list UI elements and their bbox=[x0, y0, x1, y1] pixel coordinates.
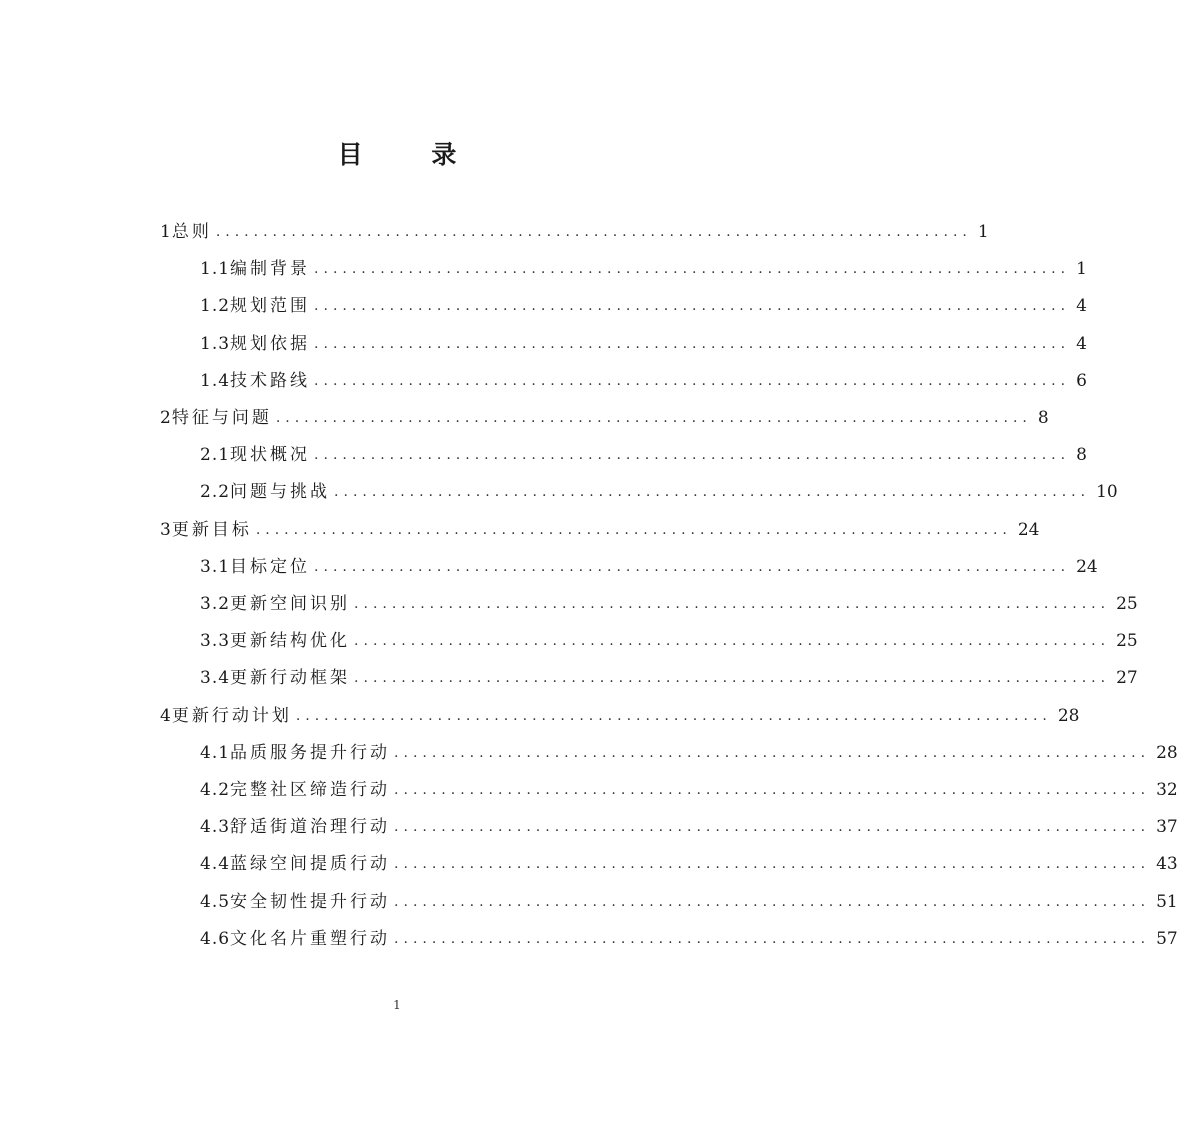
toc-entry-number: 4.5 bbox=[200, 891, 231, 912]
toc-entry-title: 规划依据 bbox=[230, 333, 311, 354]
toc-entry-number: 1.1 bbox=[200, 259, 231, 280]
toc-entry-page-number: 37 bbox=[1156, 817, 1178, 838]
toc-chapter-entry[interactable] bbox=[160, 512, 1040, 548]
toc-chapter-entry[interactable] bbox=[160, 698, 1080, 734]
toc-section-entry[interactable] bbox=[200, 363, 1087, 399]
toc-entry-number: 4.2 bbox=[200, 780, 231, 800]
toc-entry-page-number: 6 bbox=[1076, 370, 1087, 391]
dot-leader: ................................................................................ bbox=[215, 224, 972, 240]
toc-entry-page-number: 1 bbox=[977, 222, 989, 242]
toc-entry-page-number: 4 bbox=[1076, 333, 1087, 354]
dot-leader: ................................................................................ bbox=[334, 484, 1091, 501]
toc-entry-number: 2 bbox=[160, 408, 172, 428]
toc-entry-page-number: 8 bbox=[1076, 445, 1087, 466]
toc-entry-page-number: 28 bbox=[1057, 705, 1080, 726]
dot-leader: ................................................................................ bbox=[314, 298, 1071, 315]
dot-leader: ................................................................................ bbox=[394, 930, 1151, 947]
toc-entry-title: 更新行动计划 bbox=[171, 705, 292, 726]
toc-entry-page-number: 27 bbox=[1116, 668, 1138, 689]
dot-leader: ................................................................................ bbox=[295, 707, 1052, 724]
toc-section-entry[interactable] bbox=[200, 846, 1178, 882]
toc-entry-title: 更新结构优化 bbox=[230, 631, 351, 652]
dot-leader: ................................................................................ bbox=[354, 633, 1111, 650]
toc-entry-title: 蓝绿空间提质行动 bbox=[230, 854, 391, 875]
toc-section-entry[interactable] bbox=[200, 326, 1087, 362]
toc-entry-page-number: 24 bbox=[1017, 519, 1040, 540]
dot-leader: ................................................................................ bbox=[314, 335, 1071, 352]
toc-section-entry[interactable] bbox=[200, 623, 1138, 659]
toc-entry-title: 舒适街道治理行动 bbox=[230, 817, 391, 838]
toc-section-entry[interactable] bbox=[200, 772, 1178, 808]
toc-entry-title: 更新行动框架 bbox=[230, 668, 351, 689]
dot-leader: ................................................................................ bbox=[275, 410, 1032, 426]
toc-entry-title: 更新空间识别 bbox=[230, 594, 351, 614]
toc-entry-number: 4.3 bbox=[200, 817, 231, 838]
toc-entry-page-number: 1 bbox=[1076, 259, 1087, 280]
toc-section-entry[interactable] bbox=[200, 921, 1178, 957]
toc-entry-number: 3 bbox=[160, 519, 172, 540]
toc-chapter-entry[interactable] bbox=[160, 400, 1049, 436]
toc-entry-title: 完整社区缔造行动 bbox=[230, 780, 391, 800]
dot-leader: ................................................................................ bbox=[394, 856, 1151, 873]
toc-section-entry[interactable] bbox=[200, 437, 1087, 473]
toc-entry-title: 更新目标 bbox=[171, 519, 252, 540]
dot-leader: ................................................................................ bbox=[394, 893, 1151, 910]
toc-entry-number: 3.1 bbox=[200, 556, 231, 577]
dot-leader: ................................................................................ bbox=[314, 447, 1071, 464]
toc-section-entry[interactable] bbox=[200, 660, 1138, 696]
toc-section-entry[interactable] bbox=[200, 884, 1178, 920]
toc-entry-page-number: 25 bbox=[1116, 594, 1138, 614]
toc-entry-page-number: 25 bbox=[1116, 631, 1138, 652]
dot-leader: ................................................................................ bbox=[354, 596, 1111, 612]
toc-section-entry[interactable] bbox=[200, 735, 1178, 771]
toc-entry-title: 编制背景 bbox=[230, 259, 311, 280]
toc-section-entry[interactable] bbox=[200, 251, 1087, 287]
toc-entry-number: 4.4 bbox=[200, 854, 231, 875]
toc-entry-number: 3.2 bbox=[200, 594, 231, 614]
toc-entry-title: 特征与问题 bbox=[171, 408, 272, 428]
toc-section-entry[interactable] bbox=[200, 288, 1087, 324]
toc-entry-number: 2.1 bbox=[200, 445, 231, 466]
toc-entry-page-number: 4 bbox=[1076, 296, 1087, 317]
toc-entry-page-number: 28 bbox=[1156, 742, 1178, 763]
dot-leader: ................................................................................ bbox=[314, 372, 1071, 389]
toc-entry-number: 4 bbox=[160, 705, 172, 726]
toc-section-entry[interactable] bbox=[200, 549, 1098, 585]
dot-leader: ................................................................................ bbox=[394, 782, 1151, 798]
toc-entry-title: 现状概况 bbox=[230, 445, 311, 466]
page-title: 目 录 bbox=[337, 140, 487, 169]
toc-entry-number: 2.2 bbox=[200, 482, 231, 503]
toc-entry-number: 4.6 bbox=[200, 928, 231, 949]
toc-section-entry[interactable] bbox=[200, 586, 1138, 622]
toc-entry-title: 技术路线 bbox=[230, 370, 311, 391]
page-footer-number: 1 bbox=[393, 998, 401, 1012]
toc-entry-number: 4.1 bbox=[200, 742, 231, 763]
toc-entry-title: 规划范围 bbox=[230, 296, 311, 317]
toc-entry-title: 总则 bbox=[171, 222, 212, 242]
toc-entry-number: 1.4 bbox=[200, 370, 231, 391]
dot-leader: ................................................................................ bbox=[314, 558, 1071, 575]
dot-leader: ................................................................................ bbox=[394, 819, 1151, 836]
toc-chapter-entry[interactable] bbox=[160, 214, 989, 250]
toc-entry-page-number: 43 bbox=[1156, 854, 1178, 875]
toc-section-entry[interactable] bbox=[200, 809, 1178, 845]
toc-entry-number: 1.2 bbox=[200, 296, 231, 317]
toc-entry-number: 1.3 bbox=[200, 333, 231, 354]
toc-entry-title: 目标定位 bbox=[230, 556, 311, 577]
toc-entry-page-number: 32 bbox=[1156, 780, 1178, 800]
toc-entry-title: 问题与挑战 bbox=[230, 482, 331, 503]
toc-entry-title: 品质服务提升行动 bbox=[230, 742, 391, 763]
toc-entry-page-number: 10 bbox=[1096, 482, 1118, 503]
toc-section-entry[interactable] bbox=[200, 474, 1118, 510]
toc-entry-number: 3.4 bbox=[200, 668, 231, 689]
toc-entry-page-number: 51 bbox=[1156, 891, 1178, 912]
toc-entry-page-number: 24 bbox=[1076, 556, 1098, 577]
toc-entry-page-number: 8 bbox=[1037, 408, 1049, 428]
toc-entry-title: 安全韧性提升行动 bbox=[230, 891, 391, 912]
dot-leader: ................................................................................ bbox=[394, 744, 1151, 761]
toc-entry-number: 1 bbox=[160, 222, 172, 242]
dot-leader: ................................................................................ bbox=[354, 670, 1111, 687]
toc-entry-page-number: 57 bbox=[1156, 928, 1178, 949]
toc-entry-title: 文化名片重塑行动 bbox=[230, 928, 391, 949]
dot-leader: ................................................................................ bbox=[255, 521, 1012, 538]
dot-leader: ................................................................................ bbox=[314, 261, 1071, 278]
toc-entry-number: 3.3 bbox=[200, 631, 231, 652]
